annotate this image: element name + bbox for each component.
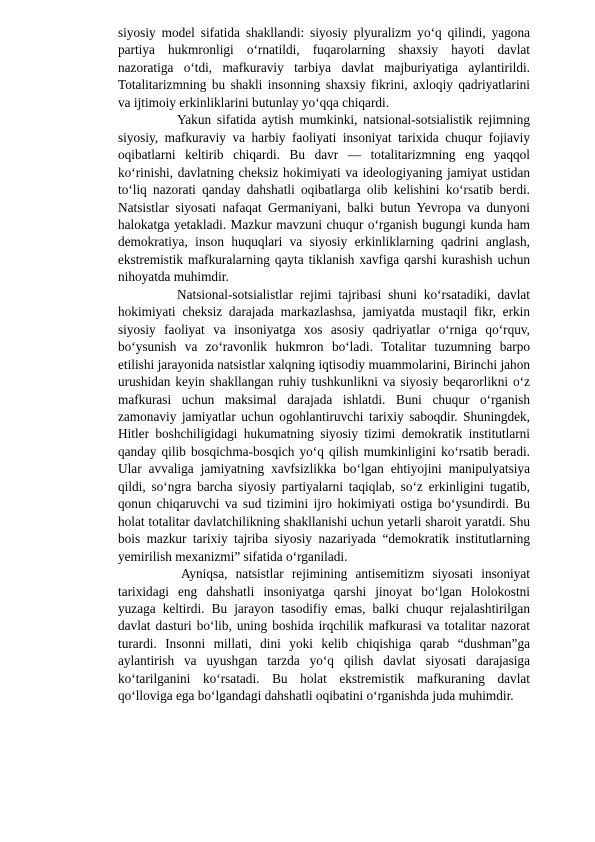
document-page: [118, 24, 530, 705]
paragraph-conclusion: Yakun sifatida aytish mumkinki, natsional-sotsialistik rejimning siyosiy, mafkuraviy va harbiy faoliyati insoniyat tarixida chuqur fojiaviy oqibatlarni keltirib chiqardi. Bu davr — totalitarizmning eng yaqqol ko‘rinishi, davlatning cheksiz hokimiyati va ideologiyaning jamiyat ustidan to‘liq nazorati qanday dahshatli oqibatlarga olib kelishini ko‘rsatib berdi. Natsistlar siyosati nafaqat Germaniyani, balki butun Yevropa va dunyoni halokatga yetakladi. Mazkur mavzuni chuqur o‘rganish bugungi kunda ham demokratiya, inson huquqlari va siyosiy erkinliklarning qadrini anglash, ekstremistik mafkuralarning qayta tiklanish xavfiga qarshi kurashish uchun nihoyatda muhimdir.: [118, 112, 530, 285]
paragraph-totalitarism-model: siyosiy model sifatida shakllandi: siyosiy plyuralizm yo‘q qilindi, yagona partiya hukmronligi o‘rnatildi, fuqarolarning shaxsiy hayoti davlat nazoratiga o‘tdi, mafkuraviy tarbiya davlat majburiyatiga aylantirildi. Totalitarizmning bu shakli insonning shaxsiy fikrini, axloqiy qadriyatlarini va ijtimoiy erkinliklarini butunlay yo‘qqa chiqardi.: [118, 25, 530, 110]
paragraph-antisemitism-holocaust: Ayniqsa, natsistlar rejimining antisemitizm siyosati insoniyat tarixidagi eng dahshatli insoniyatga qarshi jinoyat bo‘lgan Holokostni yuzaga keltirdi. Bu jarayon tasodifiy emas, balki chuqur rejalashtirilgan davlat dasturi bo‘lib, uning boshida irqchilik mafkurasi va totalitar nazorat turardi. Insonni millati, dini yoki kelib chiqishiga qarab “dushman”ga aylantirish va uyushgan tarzda yo‘q qilish davlat siyosati darajasiga ko‘tarilganini ko‘rsatadi. Bu holat ekstremistik mafkuraning davlat qo‘lloviga ega bo‘lgandagi dahshatli oqibatini o‘rganishda juda muhimdir.: [118, 566, 530, 704]
paragraph-nazi-regime-experience: Natsional-sotsialistlar rejimi tajribasi shuni ko‘rsatadiki, davlat hokimiyati cheksiz darajada markazlashsa, jamiyatda mustaqil fikr, erkin siyosiy faoliyat va insoniyatga xos asosiy qadriyatlar o‘rniga qo‘rquv, bo‘ysunish va zo‘ravonlik hukmron bo‘ladi. Totalitar tuzumning barpo etilishi jarayonida natsistlar xalqning iqtisodiy muammolarini, Birinchi jahon urushidan keyin shakllangan ruhiy tushkunlikni va siyosiy beqarorlikni o‘z mafkurasi uchun maksimal darajada ishlatdi. Buni chuqur o‘rganish zamonaviy jamiyatlar uchun ogohlantiruvchi tarixiy saboqdir. Shuningdek, Hitler boshchiligidagi hukumatning siyosiy tizimi demokratik institutlarni qanday qilib bosqichma-bosqich yo‘q qilish mumkinligini ko‘rsatib beradi. Ular avvaliga jamiyatning xavfsizlikka bo‘lgan ehtiyojini manipulyatsiya qildi, so‘ngra barcha siyosiy partiyalarni taqiqlab, so‘z erkinligini tugatib, qonun chiqaruvchi va sud tizimini ijro hokimiyati ostiga bo‘ysundirdi. Bu holat totalitar davlatchilikning shakllanishi uchun yetarli sharoit yaratdi. Shu bois mazkur tarixiy tajriba siyosiy nazariyada “demokratik institutlarning yemirilish mexanizmi” sifatida o‘rganiladi.: [118, 286, 530, 564]
